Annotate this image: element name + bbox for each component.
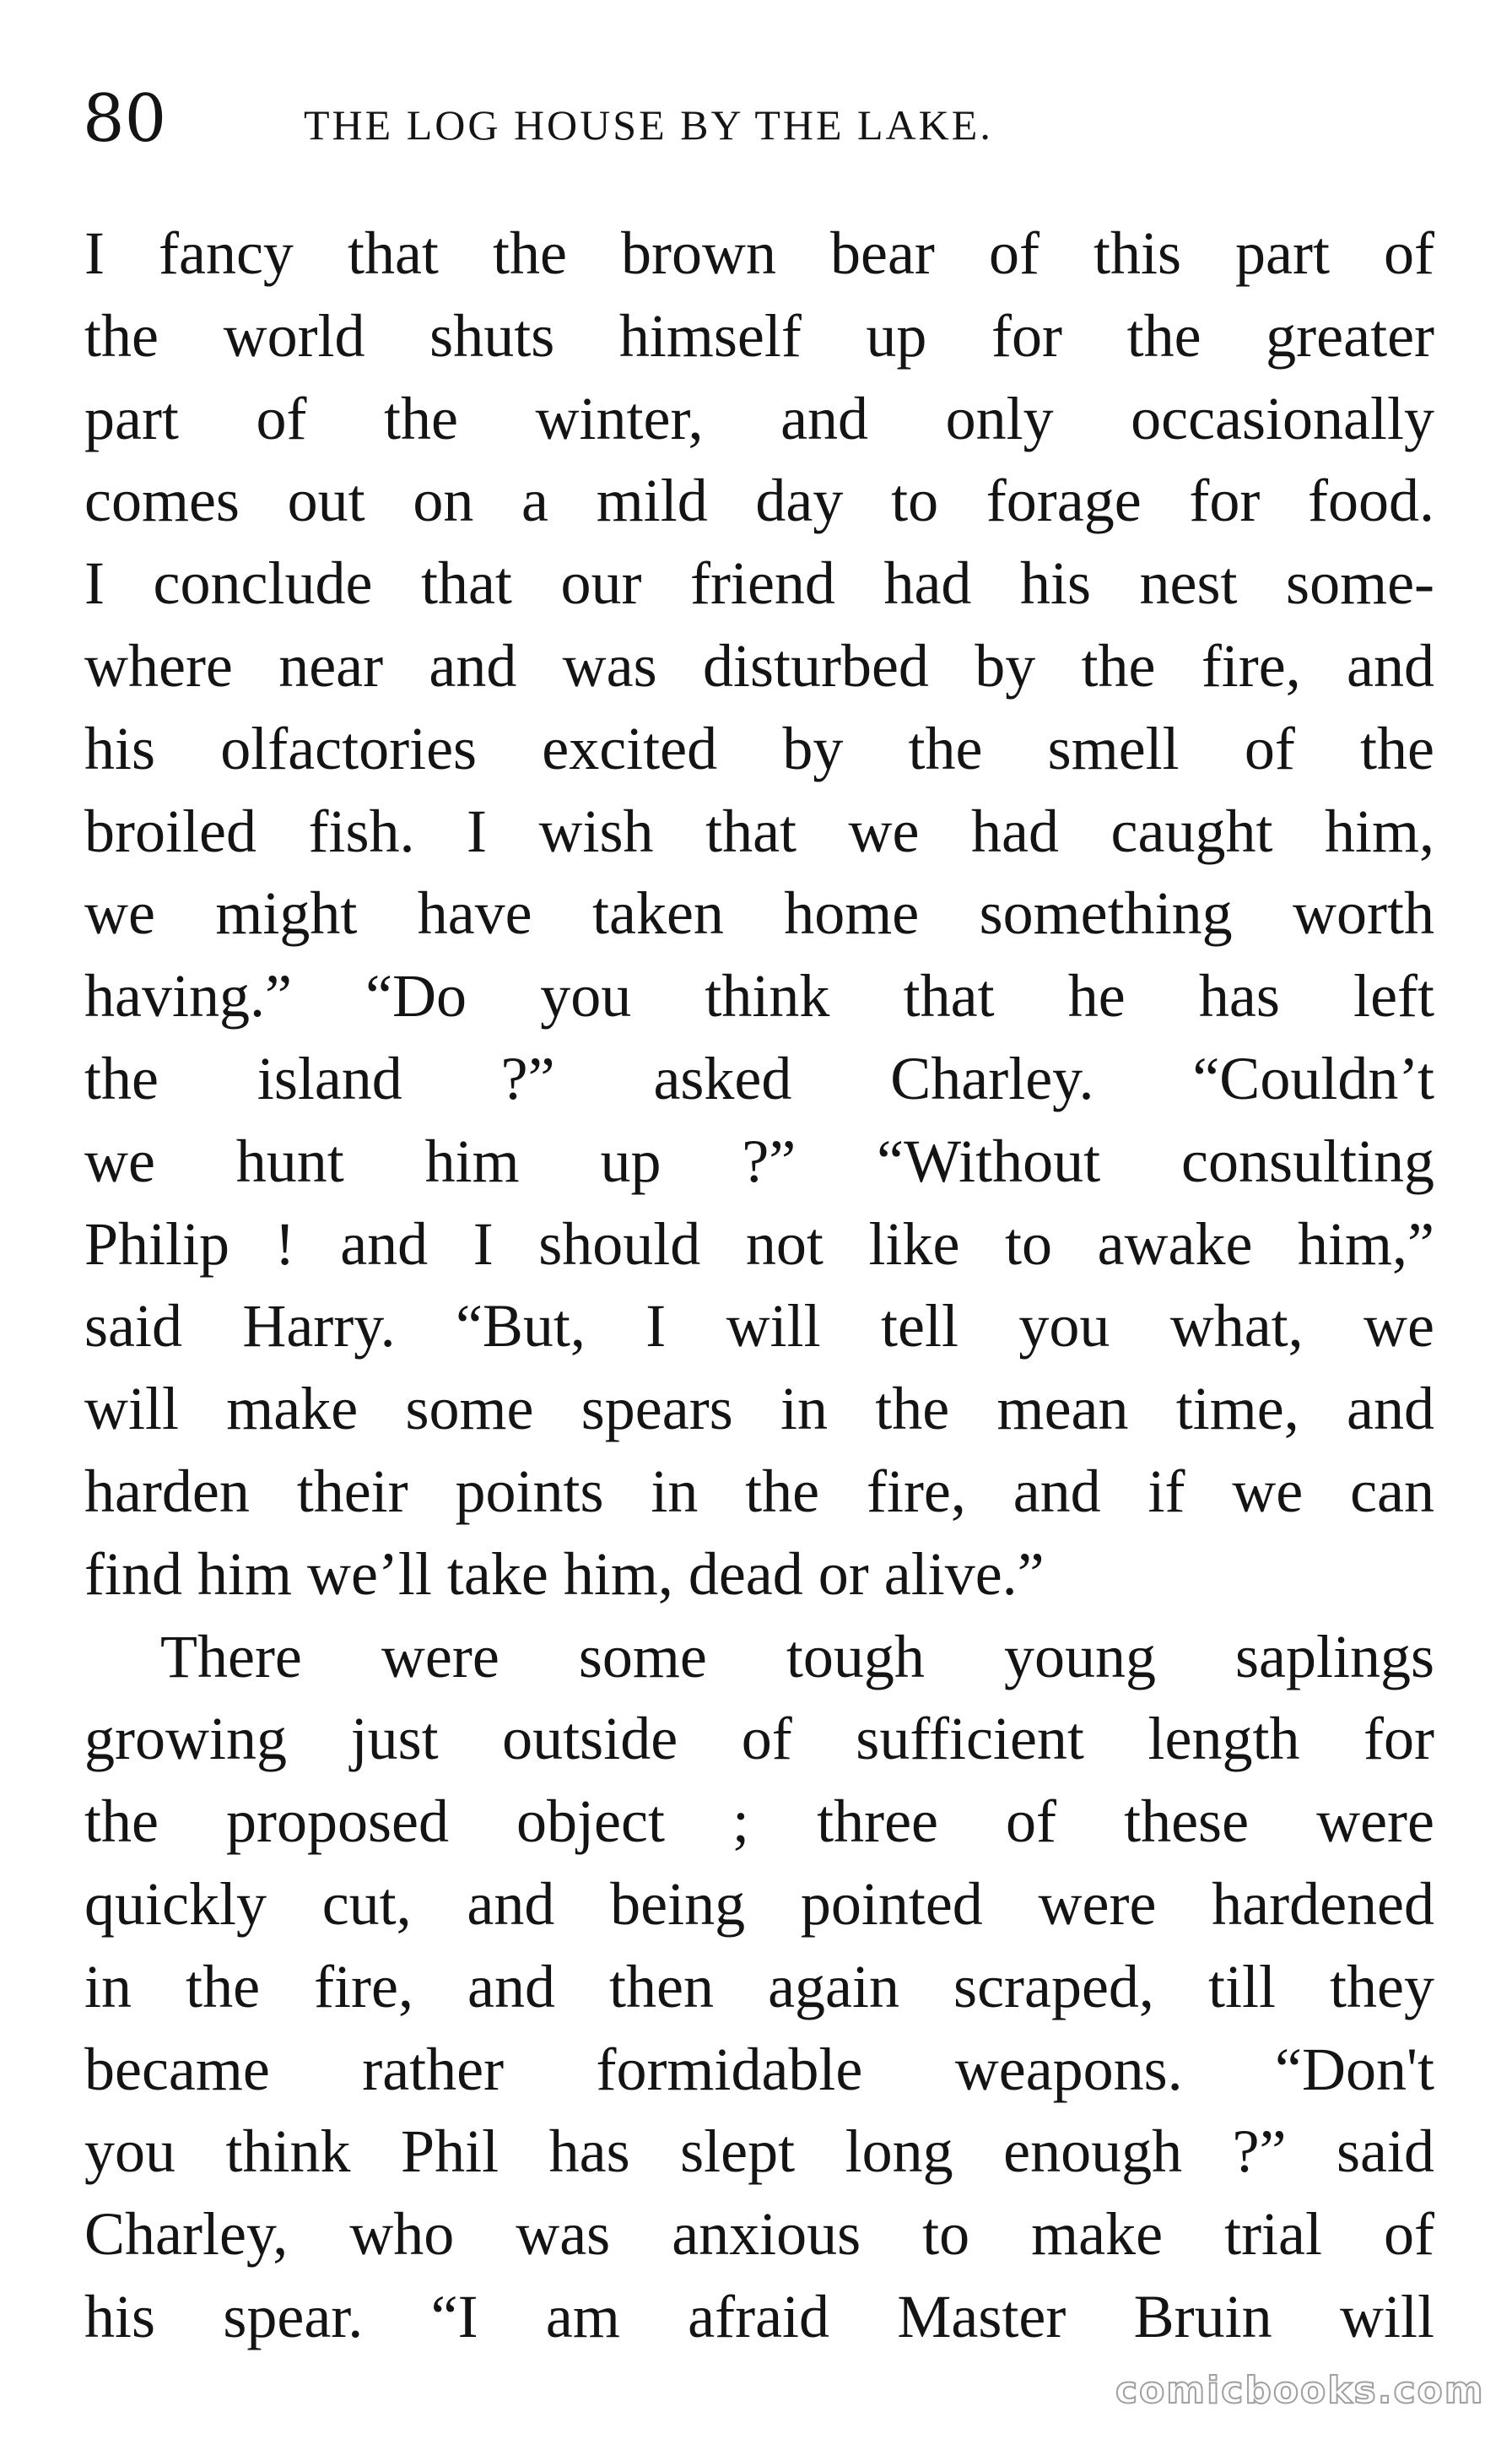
watermark: comicbooks.com bbox=[1115, 2369, 1485, 2412]
text-line: I fancy that the brown bear of this part of bbox=[84, 219, 1434, 287]
text-line: growing just outside of sufficient length for bbox=[84, 1705, 1434, 1773]
text-line: find him we’ll take him, dead or alive.” bbox=[84, 1539, 1045, 1608]
text-line: we hunt him up ?” “Without consulting bbox=[84, 1127, 1434, 1195]
running-head: THE LOG HOUSE BY THE LAKE. bbox=[304, 101, 993, 149]
text-line: the world shuts himself up for the greater bbox=[84, 301, 1434, 370]
text-line: said Harry. “But, I will tell you what, we bbox=[84, 1292, 1434, 1360]
text-line: broiled fish. I wish that we had caught him, bbox=[84, 797, 1434, 865]
paragraph-1 bbox=[84, 213, 1434, 1616]
page-header bbox=[83, 81, 1433, 157]
text-line: comes out on a mild day to forage for food. bbox=[84, 467, 1434, 535]
text-line: the proposed object ; three of these were bbox=[84, 1787, 1434, 1856]
body-text bbox=[84, 213, 1434, 2359]
text-line: will make some spears in the mean time, and bbox=[84, 1375, 1434, 1443]
text-line: having.” “Do you think that he has left bbox=[84, 962, 1434, 1030]
text-line: Charley, who was anxious to make trial of bbox=[84, 2200, 1434, 2269]
text-line: his olfactories excited by the smell of the bbox=[84, 714, 1434, 782]
text-line: the island ?” asked Charley. “Couldn’t bbox=[84, 1044, 1434, 1112]
text-line: where near and was disturbed by the fire, and bbox=[84, 631, 1434, 700]
paragraph-2 bbox=[84, 1616, 1434, 2359]
text-line: you think Phil has slept long enough ?” said bbox=[84, 2117, 1434, 2186]
text-line: Philip ! and I should not like to awake him,” bbox=[84, 1209, 1434, 1278]
text-line: his spear. “I am afraid Master Bruin will bbox=[84, 2282, 1434, 2350]
text-line: in the fire, and then again scraped, till they bbox=[84, 1952, 1434, 2020]
text-line: part of the winter, and only occasionally bbox=[84, 384, 1434, 452]
text-line: I conclude that our friend had his nest some- bbox=[84, 549, 1434, 618]
text-line: quickly cut, and being pointed were hardened bbox=[84, 1869, 1434, 1938]
text-line: we might have taken home something worth bbox=[84, 879, 1434, 948]
text-line: harden their points in the fire, and if we can bbox=[84, 1457, 1434, 1525]
text-line: There were some tough young saplings bbox=[160, 1622, 1434, 1690]
page-number: 80 bbox=[83, 81, 167, 157]
text-line: became rather formidable weapons. “Don't bbox=[84, 2035, 1434, 2103]
